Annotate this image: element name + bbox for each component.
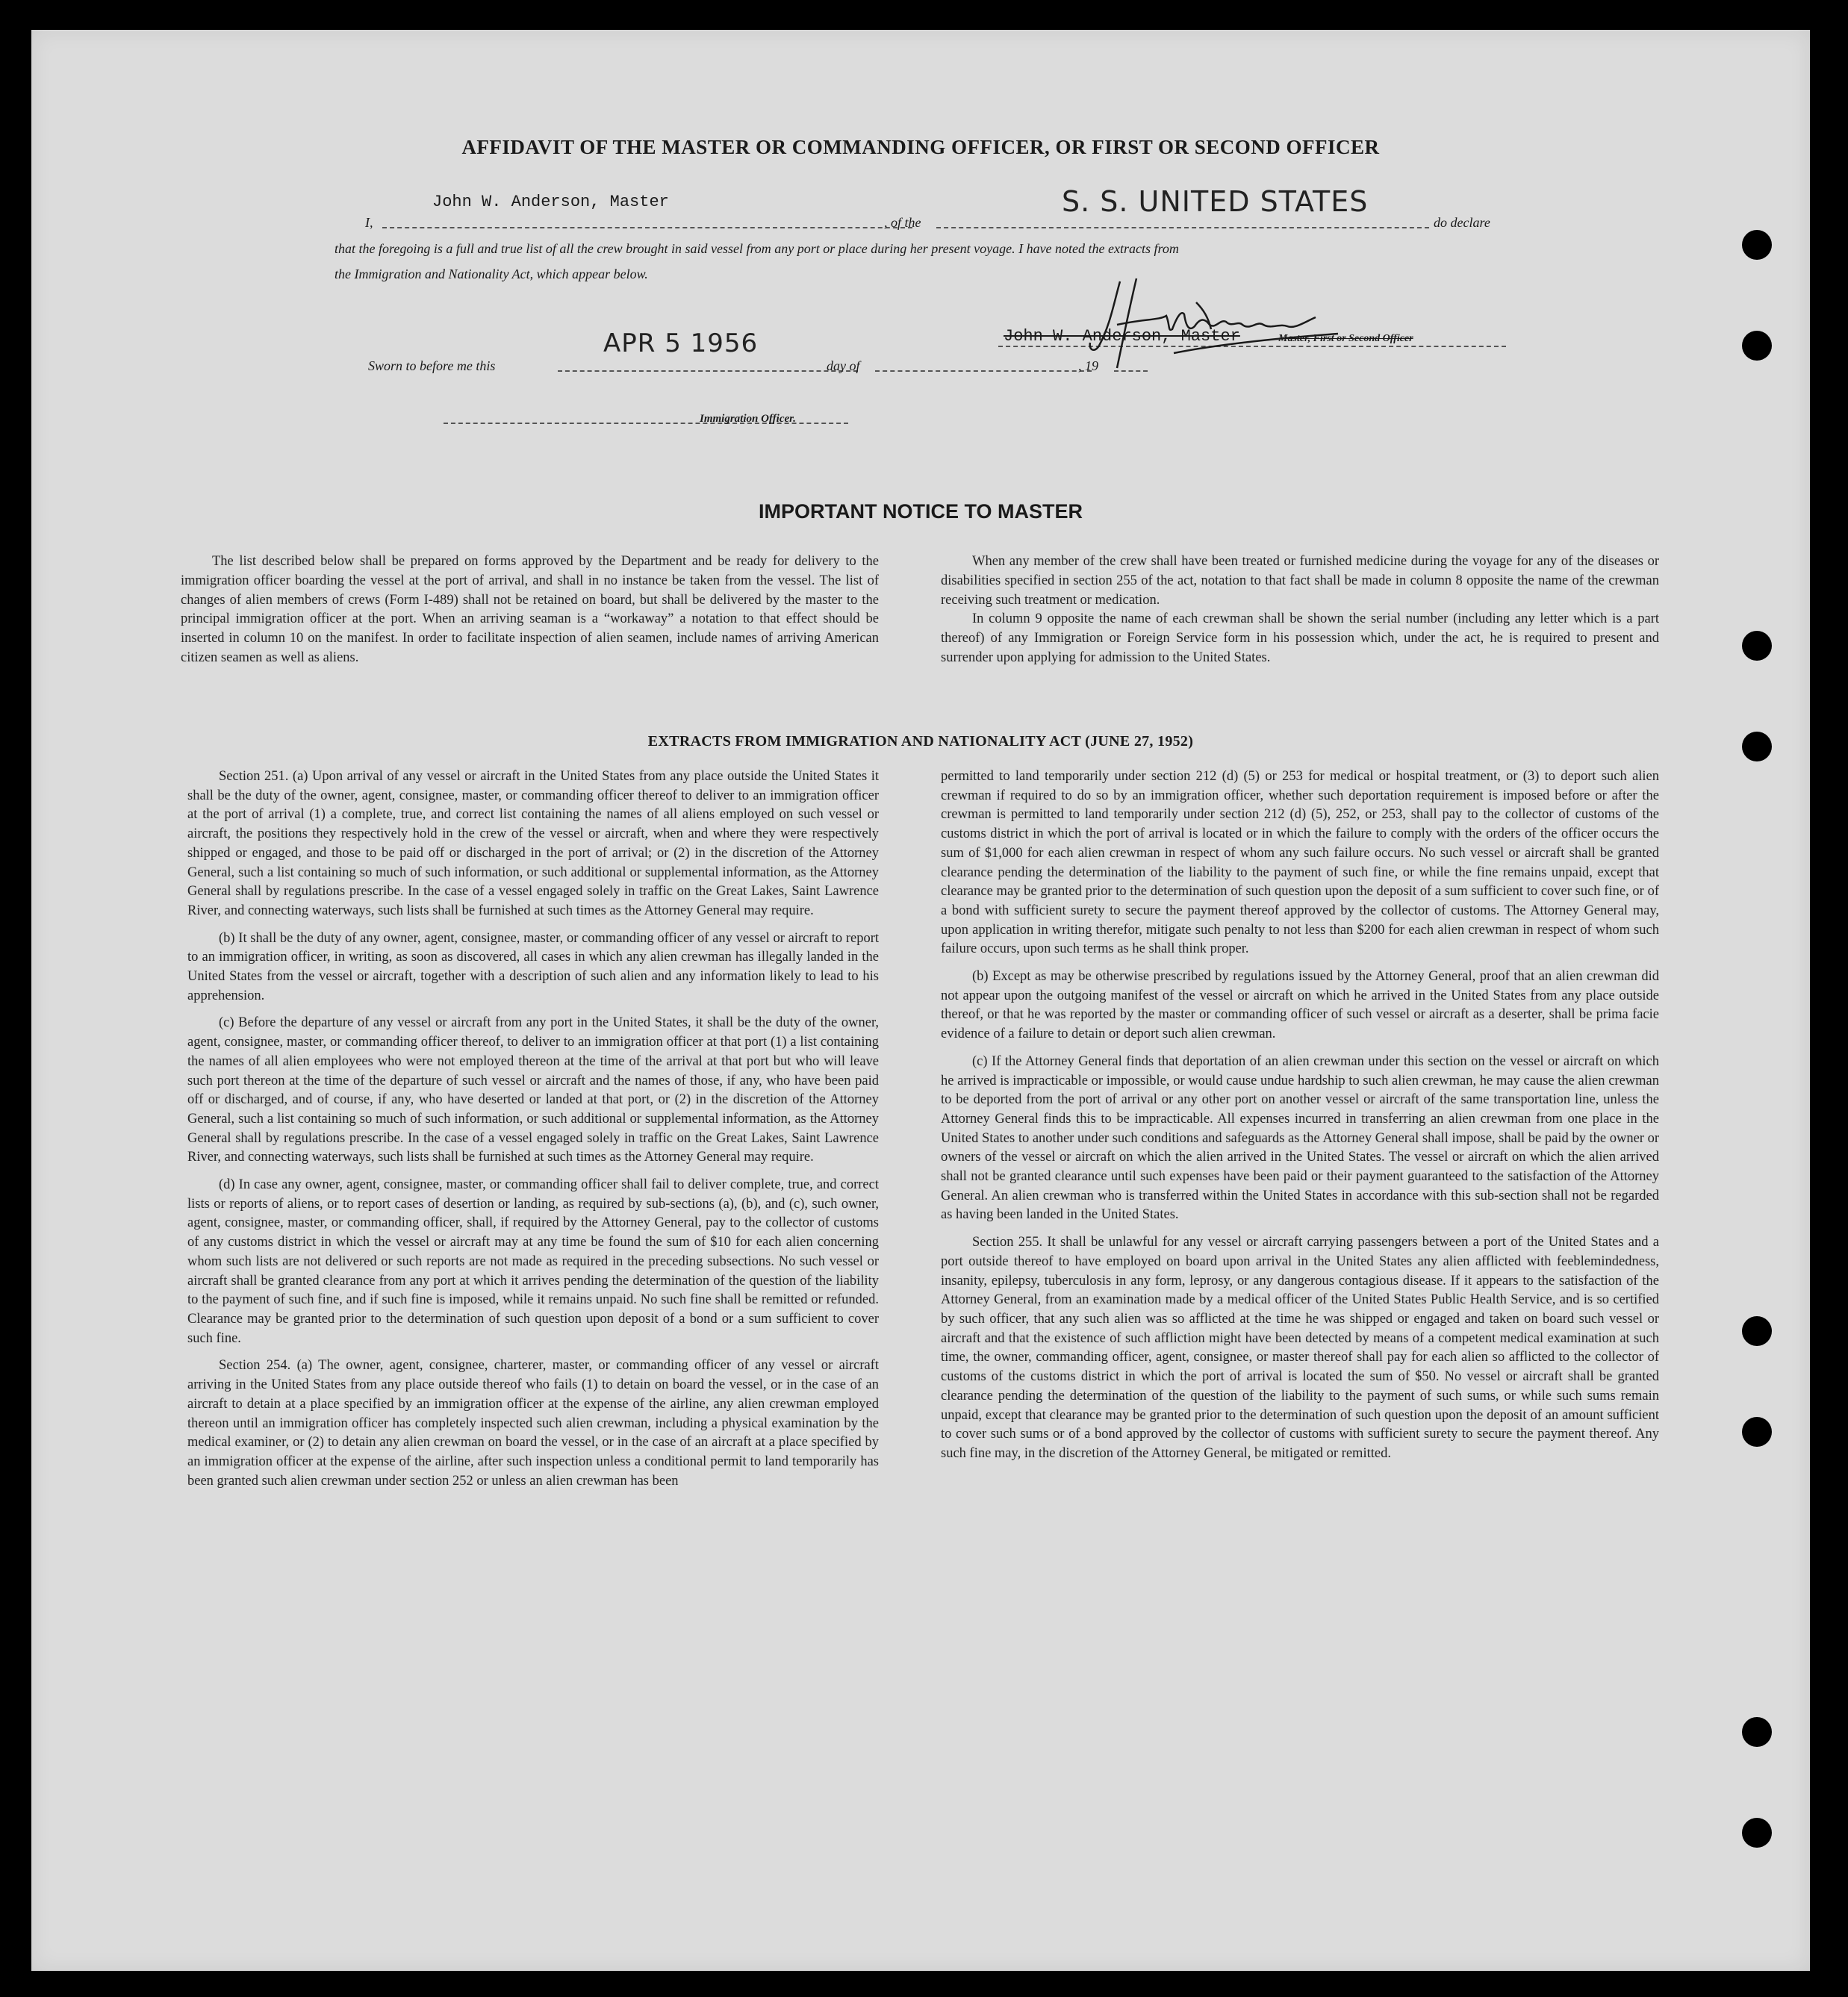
extracts-heading: EXTRACTS FROM IMMIGRATION AND NATIONALITY ACT (JUNE 27, 1952): [647, 733, 1194, 750]
notice-heading: IMPORTANT NOTICE TO MASTER: [759, 500, 1083, 523]
extracts-left-column: [187, 767, 879, 1499]
extract-section-251a: Section 251. (a) Upon arrival of any vessel or aircraft in the United States from any place outside the United States it shall be the duty of the owner, agent, consignee, master, or commanding officer thereof to deliver to an immigration officer at the port of arrival (1) a complete, true, and correct list containing the names of all aliens employed on such vessel or aircraft, the positions they respectively hold in the crew of the vessel or aircraft, when and where they were respectively shipped or engaged, and those to be paid off or discharged in the port of arrival; or (2) in the discretion of the Attorney General, such a list containing so much of such information, or such additional or supplemental information, as the Attorney General shall by regulations prescribe. In the case of a vessel engaged solely in traffic on the Great Lakes, Saint Lawrence River, and connecting waterways, such lists shall be furnished at such times as the Attorney General may require.: [187, 769, 879, 918]
binder-hole: [1742, 331, 1772, 361]
extract-section-251c: (c) Before the departure of any vessel or aircraft from any port in the United States, it shall be the duty of the owner, agent, consignee, master, or commanding officer thereof, to deliver to an immigration officer at that port (1) a list containing the names of all alien employees who were not employed thereon at the time of the arrival at that port but who will leave such port thereon at the time of the departure of such vessel or aircraft and the names of those, if any, who have been paid off or discharged, and of course, if any, who have deserted or landed at that port, or (2) in the discretion of the Attorney General, such a list containing so much of such information, or such additional or supplemental information, as the Attorney General shall by regulations prescribe. In the case of a vessel engaged solely in traffic on the Great Lakes, Saint Lawrence River, and connecting waterways, such lists shall be furnished at such times as the Attorney General may require.: [187, 1015, 879, 1165]
extract-section-254c: (c) If the Attorney General finds that deportation of an alien crewman under this section on the vessel or aircraft on which he arrived is impracticable or impossible, or would cause undue hardship to such alien crewman, he may cause the alien crewman to be deported from the port of arrival or any other port on another vessel or aircraft of the same transportation line, unless the Attorney General finds this to be impracticable. All expenses incurred in transferring an alien crewman from one place in the United States to another under such conditions and safeguards as the Attorney General shall impose, shall be paid by the owner or owners of the vessel or aircraft on which the alien arrived in the United States. The vessel or aircraft on which the alien arrived shall not be granted clearance until such expenses have been paid or their payment guaranteed to the satisfaction of the Attorney General. An alien crewman who is transferred within the United States in accordance with this sub-section shall not be regarded as having been landed in the United States.: [941, 1053, 1659, 1223]
binder-hole: [1742, 1316, 1772, 1346]
signature-role-label: Master, First or Second Officer: [1278, 333, 1413, 344]
binder-hole: [1742, 1717, 1772, 1747]
extract-section-254a-cont: permitted to land temporarily under section 212 (d) (5) or 253 for medical or hospital treatment, or (3) to deport such alien crewman if required to do so by an immigration officer, whether such deportation requirement is imposed before or after the crewman is permitted to land temporarily under section 212 (d) (5), 252, or 253, shall pay to the collector of customs of the customs district in which the port of arrival is located or in which the failure to comply with the orders of the officer occurs the sum of $1,000 for each alien crewman in respect of whom any such failure occurs. No such vessel or aircraft shall be granted clearance pending the determination of the liability to the payment of such fine, or while the fine remains unpaid, except that clearance may be granted prior to the determination of such question upon the deposit of a sum sufficient to cover such fine, or of a bond with sufficient surety to secure the payment thereof approved by the collector of customs. The Attorney General may, upon application in writing therefor, mitigate such penalty to not less than $200 for each alien crewman in respect of whom such failure occurs, upon such terms as he shall think proper.: [941, 769, 1659, 957]
day-of-label: day of: [827, 358, 860, 373]
binder-hole: [1742, 631, 1772, 661]
extract-section-254a: Section 254. (a) The owner, agent, consignee, charterer, master, or commanding officer of any vessel or aircraft arriving in the United States from any place outside thereof who fails (1) to detain on board the vessel, or in the case of an aircraft to detain at a place specified by an immigration officer at the expense of the airline, any alien crewman employed thereon until an immigration officer has completely inspected such alien crewman, including a physical examination by the medical examiner, or (2) to detain any alien crewman on board the vessel, or in the case of an aircraft at a place specified by an immigration officer at the expense of the airline, after such inspection unless a conditional permit to land temporarily has been granted such alien crewman under section 252 or unless an alien crewman has been: [187, 1358, 879, 1489]
signature-typed: John W. Anderson, Master: [1004, 327, 1240, 346]
notice-left-column: [181, 552, 879, 676]
binder-hole: [1742, 1417, 1772, 1447]
sworn-date-stamp: APR 5 1956: [603, 328, 759, 358]
notice-right-paragraph-2: In column 9 opposite the name of each crewman shall be shown the serial number (including any letter which is a part thereof) of any Immigration or Foreign Service form in his possession which, under the act, he is required to present and surrender upon applying for admission to the United States.: [941, 611, 1659, 665]
do-declare-label: do declare: [1434, 215, 1490, 230]
notice-left-paragraph: The list described below shall be prepared on forms approved by the Department and be ready for delivery to the immigration officer boarding the vessel at the port of arrival, and shall in no instance be taken from the vessel. The list of changes of alien members of crews (Form I-489) shall not be retained on board, but shall be delivered by the master to the principal immigration officer at the port. When an arriving seaman is a “workaway” a notation to that effect should be inserted in column 10 on the manifest. In order to facilitate inspection of alien seamen, include names of arriving American citizen seamen as well as aliens.: [181, 554, 879, 665]
extract-section-251b: (b) It shall be the duty of any owner, agent, consignee, master, or commanding officer of any vessel or aircraft to report to an immigration officer, in writing, as soon as discovered, all cases in which any alien crewman has illegally landed in the United States from the vessel or aircraft, together with a description of such alien and any information likely to lead to his apprehension.: [187, 930, 879, 1003]
extract-section-251d: (d) In case any owner, agent, consignee, master, or commanding officer shall fail to deliver complete, true, and correct lists or reports of aliens, or to report cases of desertion or landing, as required by sub-sections (a), (b), and (c), such owner, agent, consignee, master, or commanding officer, shall, if required by the Attorney General, pay to the collector of customs of any customs district in which the vessel or aircraft may at any time be found the sum of $10 for each alien concerning whom such lists are not delivered or such reports are not made as required in the preceding subsections. No such vessel or aircraft shall be granted clearance from any port at which it arrives pending the determination of the question of the liability to the payment of such fine, and if such fine is imposed, while it remains unpaid. No such fine shall be remitted or refunded. Clearance may be granted prior to the determination of such question upon deposit of a bond or a sum sufficient to cover such fine.: [187, 1177, 879, 1346]
month-line: [875, 342, 1092, 372]
affidavit-title: AFFIDAVIT OF THE MASTER OR COMMANDING OFFICER, OR FIRST OR SECOND OFFICER: [461, 136, 1380, 158]
notice-right-column: [941, 552, 1659, 676]
binder-hole: [1742, 1818, 1772, 1848]
year-line: [1114, 342, 1148, 372]
notice-right-paragraph-1: When any member of the crew shall have been treated or furnished medicine during the voyage for any of the diseases or disabilities specified in section 255 of the act, notation to that fact shall be made in column 8 opposite the name of the crewman receiving such treatment or medication.: [941, 554, 1659, 608]
extract-section-254b: (b) Except as may be otherwise prescribed by regulations issued by the Attorney General, proof that an alien crewman did not appear upon the outgoing manifest of the vessel or aircraft on which he arrived in the United States from any place outside thereof, or that he was reported by the master or commanding officer of such vessel or aircraft as a deserter, shall be prima facie evidence of a failure to detain or deport such alien crewman.: [941, 969, 1659, 1042]
binder-hole: [1742, 230, 1772, 260]
year-label: , 19: [1078, 358, 1098, 373]
of-the-label: , of the: [884, 215, 921, 230]
extract-section-255: Section 255. It shall be unlawful for any vessel or aircraft carrying passengers between a port of the United States and a port outside thereof to have employed on board upon arrival in the United States any alien afflicted with feeblemindedness, insanity, epilepsy, tuberculosis in any form, leprosy, or any dangerous contagious disease. If it appears to the satisfaction of the Attorney General, from an examination made by a medical officer of the United States Public Health Service, and is so certified by such officer, that any such alien was so afflicted at the time he was shipped or engaged and taken on board such vessel or aircraft and that the existence of such affliction might have been detected by means of a competent medical examination at such time, the owner, commanding officer, agent, consignee, or master thereof shall pay for each alien so afflicted to the collector of customs of the customs district in which the port of arrival is located the sum of $50. No vessel or aircraft shall be granted clearance pending the determination of the question of the liability to the payment of such sums, or while such sums remain unpaid, except that clearance may be granted prior to the determination of such question upon the deposit of an amount sufficient to cover such sums or of a bond approved by the collector of customs with sufficient surety to secure the payment thereof. Any such fine may, in the discretion of the Attorney General, be mitigated or remitted.: [941, 1235, 1659, 1461]
declarant-name: John W. Anderson, Master: [432, 193, 669, 211]
vessel-stamp: S. S. UNITED STATES: [1062, 185, 1369, 218]
sworn-label: Sworn to before me this: [368, 358, 496, 373]
declaration-line-2: the Immigration and Nationality Act, which appear below.: [335, 267, 648, 281]
officer-label: Immigration Officer.: [700, 413, 796, 425]
document-page: [31, 30, 1810, 1971]
declaration-line-1: that the foregoing is a full and true list of all the crew brought in said vessel from any port or place during her present voyage. I have noted the extracts from: [335, 241, 1179, 256]
binder-hole: [1742, 732, 1772, 761]
i-label: I,: [365, 215, 373, 230]
extracts-right-column: [941, 767, 1659, 1472]
